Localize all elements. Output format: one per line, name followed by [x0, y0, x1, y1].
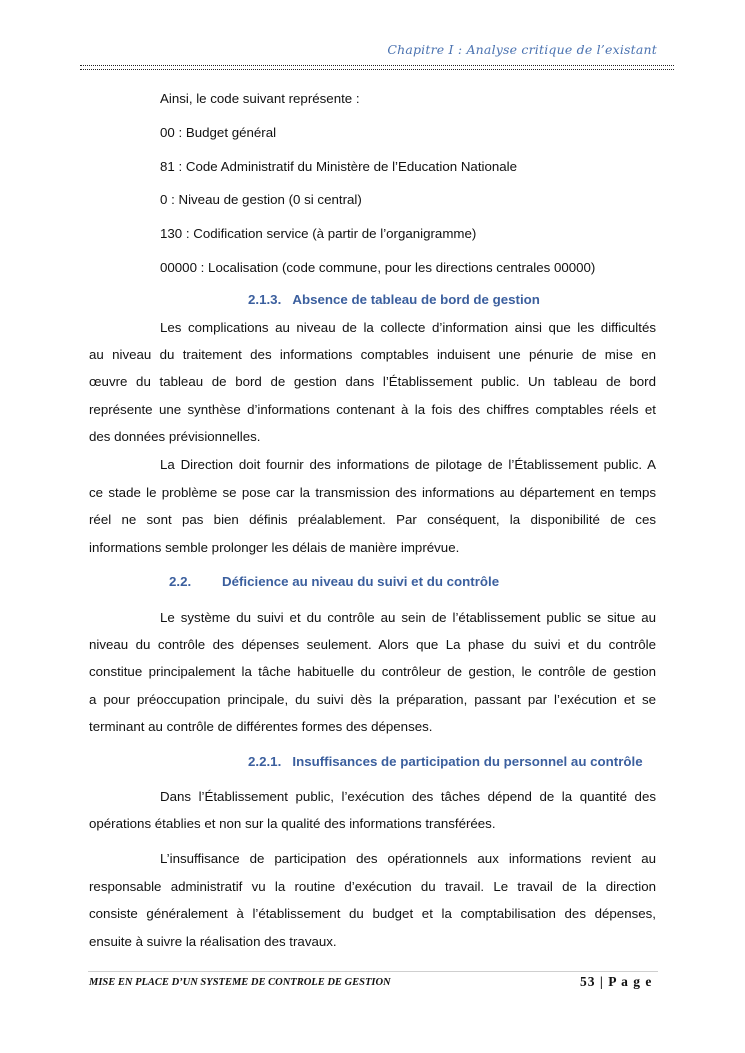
paragraph-line: ensuite à suivre la réalisation des travaux. [89, 934, 337, 949]
section-title: Absence de tableau de bord de gestion [292, 292, 540, 307]
paragraph-line: constitue principalement la tâche habituelle du contrôleur de gestion, le contrôle de gestion [89, 664, 656, 679]
page-number [580, 974, 652, 990]
section-title: Déficience au niveau du suivi et du contrôle [222, 574, 500, 589]
paragraph-line: opérations établies et non sur la qualité des informations transférées. [89, 816, 496, 831]
paragraph-line: niveau du contrôle des dépenses seulement. Alors que La phase du suivi et du contrôle [89, 637, 656, 652]
section-number: 2.2.1. [248, 754, 282, 769]
paragraph-line: œuvre du tableau de bord de gestion dans l’Établissement public. Un tableau de bord [89, 374, 656, 389]
section-number: 2.2. [169, 574, 192, 589]
page-label: | P a g e [599, 974, 653, 989]
paragraph-line: consiste généralement à l’établissement du budget et la comptabilisation des dépenses, [89, 906, 656, 921]
paragraph-line: réel ne sont pas bien définis préalablement. Par conséquent, la disponibilité de ces [89, 512, 656, 527]
section-title: Insuffisances de participation du personnel au contrôle [292, 754, 643, 769]
page-number-value: 53 [580, 974, 596, 989]
chapter-header: Chapitre I : Analyse critique de l’existant [387, 42, 657, 57]
paragraph-line: informations semble prolonger les délais de manière imprévue. [89, 540, 460, 555]
code-list-item: 00 : Budget général [160, 125, 277, 140]
paragraph-line: La Direction doit fournir des informations de pilotage de l’Établissement public. A [160, 457, 656, 472]
paragraph-line: représente une synthèse d’informations contenant à la fois des chiffres comptables réels et [89, 402, 656, 417]
paragraph-line: responsable administratif vu la routine d’exécution du travail. Le travail de la direction [89, 879, 656, 894]
paragraph-line: Dans l’Établissement public, l’exécution des tâches dépend de la quantité des [160, 789, 656, 804]
header-divider [80, 65, 674, 66]
paragraph-line: au niveau du traitement des informations comptables induisent une pénurie de mise en [89, 347, 656, 362]
code-list-item: 130 : Codification service (à partir de l’organigramme) [160, 226, 477, 241]
paragraph-line: a pour préoccupation principale, du suivi dès la préparation, passant par l’exécution et se [89, 692, 656, 707]
code-list-item: 00000 : Localisation (code commune, pour les directions centrales 00000) [160, 260, 596, 275]
section-heading-2-2-1 [248, 754, 643, 770]
code-list-intro: Ainsi, le code suivant représente : [160, 91, 360, 106]
header-divider-second [80, 69, 674, 70]
paragraph-line: Les complications au niveau de la collecte d’information ainsi que les difficultés [160, 320, 656, 335]
section-heading-2-2 [169, 574, 499, 590]
paragraph-line: terminant au contrôle de différentes formes des dépenses. [89, 719, 433, 734]
paragraph-line: des données prévisionnelles. [89, 429, 261, 444]
section-heading-2-1-3 [248, 292, 540, 308]
paragraph-line: Le système du suivi et du contrôle au sein de l’établissement public se situe au [160, 610, 656, 625]
code-list-item: 81 : Code Administratif du Ministère de l’Education Nationale [160, 159, 517, 174]
paragraph-line: ce stade le problème se pose car la transmission des informations au département en temps [89, 485, 656, 500]
footer-divider [88, 971, 658, 972]
code-list-item: 0 : Niveau de gestion (0 si central) [160, 192, 362, 207]
paragraph-line: L’insuffisance de participation des opérationnels aux informations revient au [160, 851, 656, 866]
footer-title: MISE EN PLACE D’UN SYSTEME DE CONTROLE DE GESTION [89, 977, 391, 988]
section-number: 2.1.3. [248, 292, 282, 307]
